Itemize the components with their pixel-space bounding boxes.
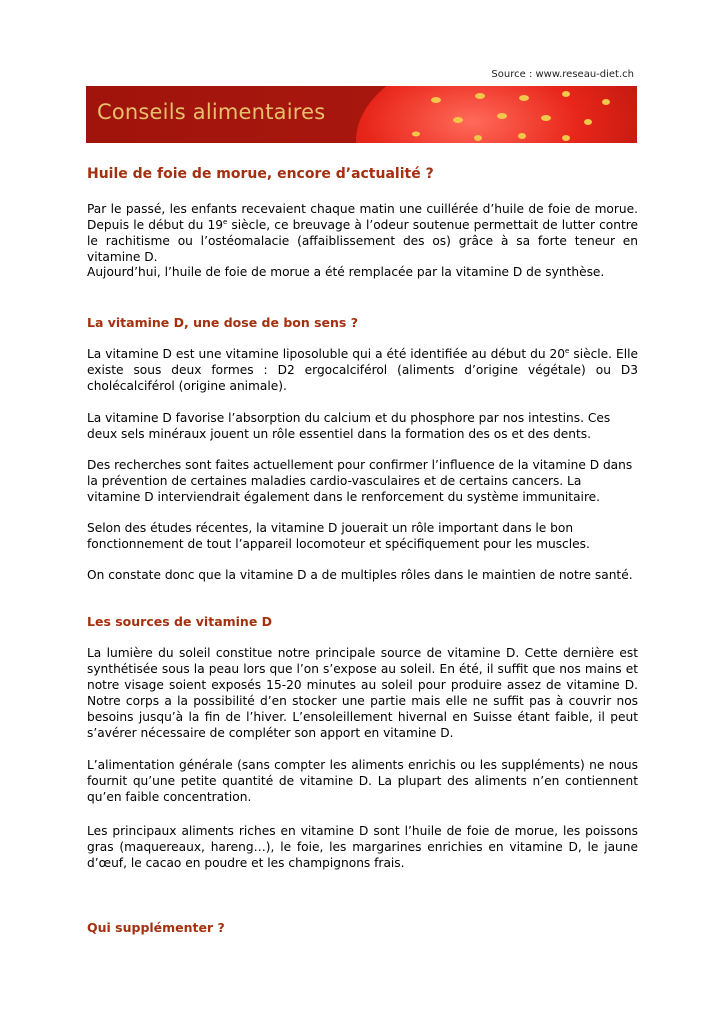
header-banner	[86, 86, 637, 143]
page-title: Huile de foie de morue, encore d’actualité ?	[87, 166, 434, 182]
paragraph-research: Des recherches sont faites actuellement pour confirmer l’influence de la vitamine D dans la prévention de certaines maladies cardio-vasculaires et de certains cancers. La vitamine D interviendrait également dans le renforcement du système immunitaire.	[87, 458, 633, 504]
paragraph-absorption: La vitamine D favorise l’absorption du calcium et du phosphore par nos intestins. Ces deux sels minéraux jouent un rôle essentiel dans la formation des os et des dents.	[87, 411, 611, 441]
paragraph-roles: On constate donc que la vitamine D a de multiples rôles dans le maintien de notre santé.	[87, 568, 633, 582]
paragraph-muscles: Selon des études récentes, la vitamine D jouerait un rôle important dans le bon fonctionnement de tout l’appareil locomoteur et spécifiquement pour les muscles.	[87, 521, 590, 551]
paragraph-diet: L’alimentation générale (sans compter les aliments enrichis ou les suppléments) ne nous fournit qu’une petite quantité de vitamine D. La plupart des aliments n’en contiennent qu’en faible concentration.	[87, 758, 638, 804]
paragraph-vitamin-d-forms: La vitamine D est une vitamine liposoluble qui a été identifiée au début du 20e siècle. Elle existe sous deux formes : D2 ergocalciférol (aliments d’origine végétale) ou D3 cholécalciférol (origine animale).	[87, 346, 638, 393]
paragraph-foods: Les principaux aliments riches en vitamine D sont l’huile de foie de morue, les poissons gras (maquereaux, hareng…), le foie, les margarines enrichies en vitamine D, le jaune d’œuf, le cacao en poudre et les champignons frais.	[87, 824, 638, 870]
paragraph-today: Aujourd’hui, l’huile de foie de morue a été remplacée par la vitamine D de synthèse.	[87, 265, 605, 279]
source-line: Source : www.reseau-diet.ch	[491, 69, 634, 80]
paragraph-intro: Par le passé, les enfants recevaient chaque matin une cuillérée d’huile de foie de morue. Depuis le début du 19e siècle, ce breuvage à l’odeur soutenue permettait de lutter contre le rachitisme ou l’ostéomalacie (affaiblissement des os) grâce à sa forte teneur en vitamine D.	[87, 202, 638, 264]
heading-supplement: Qui supplémenter ?	[87, 920, 225, 935]
heading-dose: La vitamine D, une dose de bon sens ?	[87, 315, 358, 330]
heading-sources: Les sources de vitamine D	[87, 614, 273, 629]
banner-title: Conseils alimentaires	[97, 100, 326, 124]
paragraph-sunlight: La lumière du soleil constitue notre principale source de vitamine D. Cette dernière est synthétisée sous la peau lors que l’on s’expose au soleil. En été, il suffit que nos mains et notre visage soient exposés 15-20 minutes au soleil pour produire assez de vitamine D. Notre corps a la possibilité d’en stocker une partie mais elle ne suffit pas à couvrir nos besoins jusqu’à la fin de l’hiver. L’ensoleillement hivernal en Suisse étant faible, il peut s’avérer nécessaire de compléter son apport en vitamine D.	[87, 646, 638, 740]
